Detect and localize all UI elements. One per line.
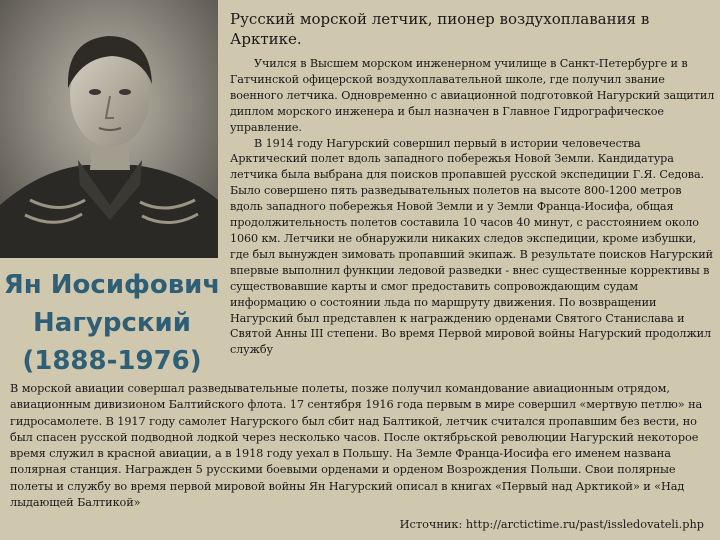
paragraph-arctic-flights: В 1914 году Нагурский совершил первый в истории человечества Арктический полет вдоль западного побережья Новой Земли. Кандидатура летчика была выбрана для поисков пропавшей русской экспедиции Г.Я. Седова. Было совершено пять разведывательных полетов на высоте 800-1200 метров вдоль западного побережья Новой Земли и у Земли Франца-Иосифа, общая продолжительность полетов составила 10 часов 40 минут, с расстоянием около 1060 км. Летчики не обнаружили никаких следов экспедиции, кроме избушки, где был вынужден зимовать пропавший экипаж. В результате поисков Нагурский впервые выполнил функции ледовой разведки - внес существенные коррективы в существовавшие карты и смог предоставить сопровождающим судам информацию о состоянии льда по маршруту движения. По возвращении Нагурский был представлен к награждению орденами Святого Станислава и Святой Анны III степени. Во время Первой мировой войны Нагурский продолжил службу [230, 136, 713, 357]
person-surname: Нагурский [33, 308, 191, 338]
person-years: (1888-1976) [22, 346, 202, 376]
source-citation: Источник: http://arctictime.ru/past/issledovateli.php [399, 518, 704, 531]
page-heading: Русский морской летчик, пионер воздухоплавания в Арктике. [230, 10, 650, 48]
biography-column [230, 56, 716, 358]
person-first-names: Ян Иосифович [3, 270, 221, 300]
paragraph-naval-aviation: В морской авиации совершал разведывательные полеты, позже получил командование авиационным отрядом, авиационным дивизионом Балтийского флота. 17 сентября 1916 года первым в мире совершил «мертвую петлю» на гидросамолете. В 1917 году самолет Нагурского был сбит над Балтикой, летчик считался пропавшим без вести, но был спасен русской подводной лодкой через несколько часов. После октябрьской революции Нагурский некоторое время служил в красной авиации, а в 1918 году уехал в Польшу. На Земле Франца-Иосифа его именем названа полярная станция. Награжден 5 русскими боевыми орденами и орденом Возрождения Польши. Свои полярные полеты и службу во время первой мировой войны Ян Нагурский описал в книгах «Первый над Арктикой» и «Над лыдающей Балтикой» [10, 382, 703, 510]
biography-bottom [10, 381, 710, 511]
portrait-photo [0, 0, 218, 258]
paragraph-education: Учился в Высшем морском инженерном училище в Санкт-Петербурге и в Гатчинской офицерской воздухоплавательной школе, где получил звание военного летчика. Одновременно с авиационной подготовкой Нагурский защитил диплом морского инженера и был назначен в Главное Гидрографическое управление. [230, 57, 715, 134]
person-name-block [0, 266, 224, 380]
